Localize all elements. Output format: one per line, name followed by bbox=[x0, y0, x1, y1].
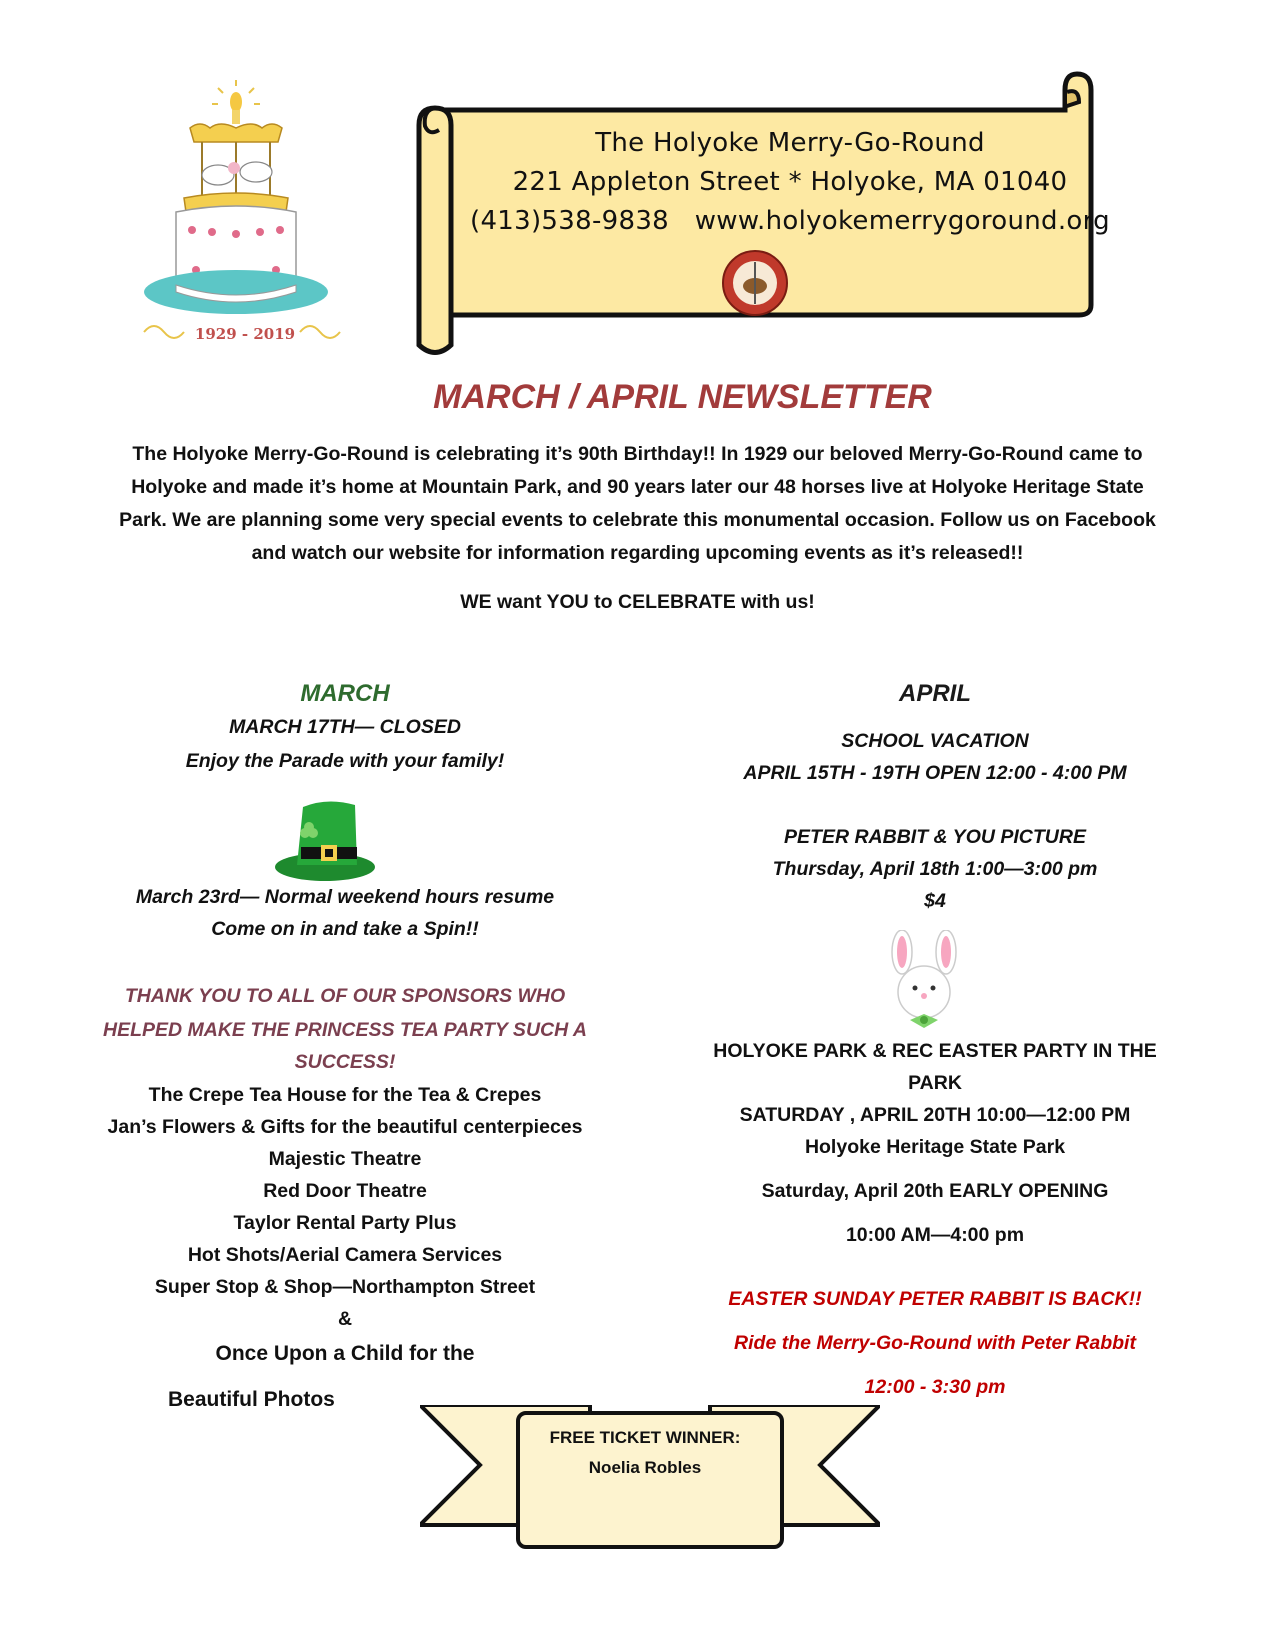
easter-party-place: Holyoke Heritage State Park bbox=[804, 1136, 1066, 1158]
leprechaun-hat-icon bbox=[275, 795, 380, 885]
march-hours: March 23rd— Normal weekend hours resume bbox=[135, 886, 555, 908]
intro-paragraph: The Holyoke Merry-Go-Round is celebrating it’s 90th Birthday!! In 1929 our beloved Merry-Go-Round came to Holyoke and made it’s home at Mountain Park, and 90 years later our 48 horses live at Holyoke Heritage State Park. We are planning some very special events to celebrate this monumental occasion. Follow us on Facebook and watch our website for information regarding upcoming events as it’s released!! bbox=[119, 443, 1156, 564]
carousel-seal-icon bbox=[720, 248, 790, 318]
sponsor-item: The Crepe Tea House for the Tea & Crepes bbox=[148, 1084, 542, 1106]
winner-name: Noelia Robles bbox=[588, 1458, 702, 1477]
easter-sunday: EASTER SUNDAY PETER RABBIT IS BACK!! bbox=[728, 1288, 1142, 1310]
org-contact bbox=[450, 206, 1130, 236]
org-name: The Holyoke Merry-Go-Round bbox=[595, 128, 985, 158]
sponsor-item: Majestic Theatre bbox=[268, 1148, 422, 1170]
sponsor-item: & bbox=[337, 1308, 353, 1330]
vacation-title: SCHOOL VACATION bbox=[841, 730, 1029, 752]
anniversary-years: 1929 - 2019 bbox=[194, 325, 296, 343]
rabbit-picture-price: $4 bbox=[924, 890, 946, 912]
easter-party-title-1: HOLYOKE PARK & REC EASTER PARTY IN THE bbox=[713, 1040, 1157, 1062]
org-phone: (413)538-9838 bbox=[470, 206, 670, 236]
easter-party-date: SATURDAY , APRIL 20TH 10:00—12:00 PM bbox=[739, 1104, 1131, 1126]
vacation-hours: APRIL 15TH - 19TH OPEN 12:00 - 4:00 PM bbox=[743, 762, 1127, 784]
sponsor-item: Taylor Rental Party Plus bbox=[233, 1212, 457, 1234]
march-parade: Enjoy the Parade with your family! bbox=[185, 750, 505, 772]
sponsor-item: Super Stop & Shop—Northampton Street bbox=[154, 1276, 536, 1298]
org-website[interactable]: www.holyokemerrygoround.org bbox=[694, 206, 1110, 236]
bunny-icon bbox=[880, 930, 970, 1035]
early-opening: Saturday, April 20th EARLY OPENING bbox=[761, 1180, 1109, 1202]
newsletter-title: MARCH / APRIL NEWSLETTER bbox=[433, 378, 932, 416]
rabbit-picture-title: PETER RABBIT & YOU PICTURE bbox=[784, 826, 1086, 848]
sponsor-item: Jan’s Flowers & Gifts for the beautiful centerpieces bbox=[107, 1116, 583, 1138]
easter-party-title-2: PARK bbox=[908, 1072, 962, 1094]
sponsor-once-upon: Once Upon a Child for the bbox=[215, 1342, 475, 1365]
april-heading: APRIL bbox=[899, 680, 971, 707]
winner-label: FREE TICKET WINNER: bbox=[549, 1428, 741, 1447]
birthday-cake-carousel-logo bbox=[140, 80, 350, 360]
march-spin: Come on in and take a Spin!! bbox=[211, 918, 479, 940]
sponsor-thanks-3: SUCCESS! bbox=[294, 1051, 396, 1073]
sponsor-photos: Beautiful Photos bbox=[168, 1388, 335, 1411]
march-heading: MARCH bbox=[300, 680, 390, 707]
sponsor-item: Hot Shots/Aerial Camera Services bbox=[187, 1244, 503, 1266]
early-opening-hours: 10:00 AM—4:00 pm bbox=[845, 1224, 1025, 1246]
sponsor-thanks-1: THANK YOU TO ALL OF OUR SPONSORS WHO bbox=[124, 985, 566, 1007]
org-address: 221 Appleton Street * Holyoke, MA 01040 bbox=[512, 167, 1068, 197]
rabbit-picture-date: Thursday, April 18th 1:00—3:00 pm bbox=[772, 858, 1098, 880]
march-closed: MARCH 17TH— CLOSED bbox=[229, 716, 461, 738]
ride-hours: 12:00 - 3:30 pm bbox=[864, 1376, 1006, 1398]
sponsor-item: Red Door Theatre bbox=[263, 1180, 427, 1202]
sponsor-thanks-2: HELPED MAKE THE PRINCESS TEA PARTY SUCH A bbox=[103, 1019, 587, 1041]
ride-with-rabbit: Ride the Merry-Go-Round with Peter Rabbit bbox=[734, 1332, 1136, 1354]
intro-cta: WE want YOU to CELEBRATE with us! bbox=[460, 591, 815, 613]
